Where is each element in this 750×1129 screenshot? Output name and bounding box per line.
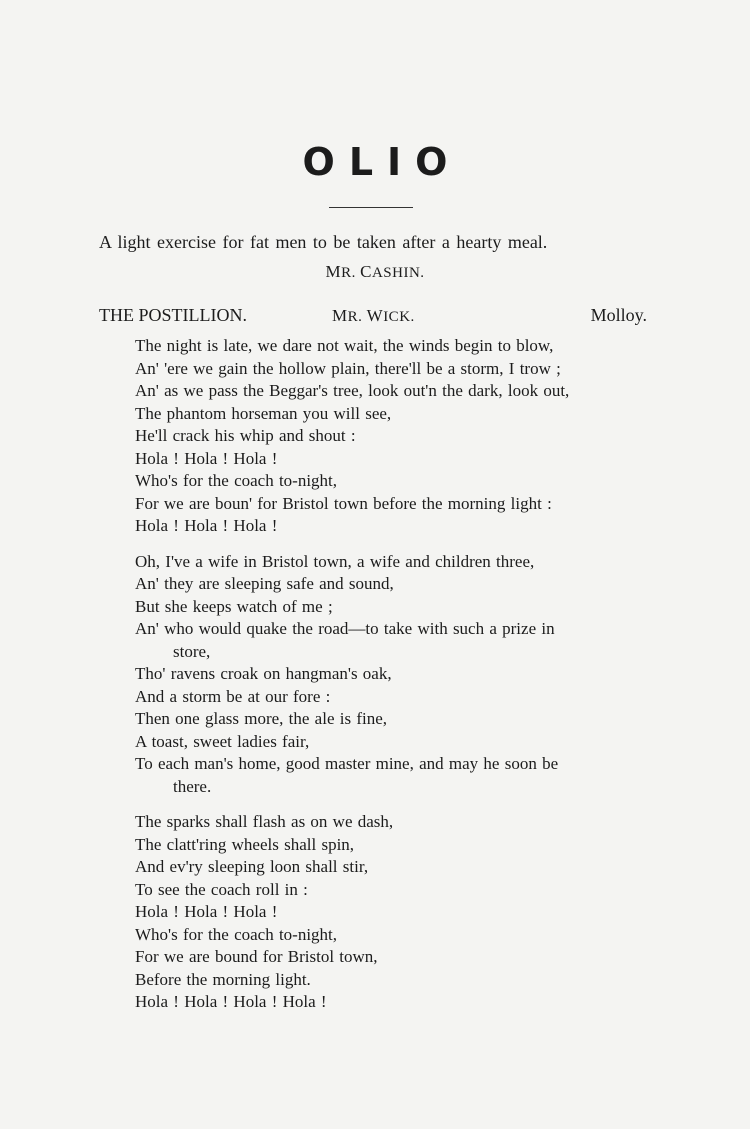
lyric-line-text: An' who would quake the road—to take with such a prize in bbox=[135, 619, 555, 638]
song-lyrics bbox=[135, 335, 647, 1027]
song-composer: Molloy. bbox=[590, 305, 647, 325]
performer-prefix-initial: M bbox=[325, 262, 342, 281]
lyric-line: Who's for the coach to-night, bbox=[135, 471, 338, 490]
lyric-line: A toast, sweet ladies fair, bbox=[135, 731, 310, 751]
song-singer bbox=[332, 306, 415, 326]
singer-name-initial: W bbox=[366, 306, 384, 325]
lyric-line: And ev'ry sleeping loon shall stir, bbox=[135, 857, 369, 876]
song-header bbox=[99, 305, 647, 329]
lyric-line: Hola ! Hola ! Hola ! bbox=[135, 902, 278, 921]
lyric-line: The phantom horseman you will see, bbox=[135, 403, 392, 423]
intro-text: A light exercise for fat men to be taken after a hearty meal. bbox=[99, 232, 548, 252]
lyric-line: Hola ! Hola ! Hola ! bbox=[135, 516, 278, 535]
performer-name-rest: ASHIN. bbox=[371, 265, 425, 281]
lyric-line: He'll crack his whip and shout : bbox=[135, 426, 356, 445]
lyric-line-continuation: there. bbox=[173, 776, 212, 796]
singer-prefix-initial: M bbox=[332, 306, 348, 325]
lyric-line: For we are boun' for Bristol town before the morning light : bbox=[135, 493, 552, 513]
lyric-line: Hola ! Hola ! Hola ! Hola ! bbox=[135, 992, 327, 1011]
lyric-line: The sparks shall flash as on we dash, bbox=[135, 812, 394, 831]
lyric-line: Then one glass more, the ale is fine, bbox=[135, 709, 388, 728]
lyric-stanza bbox=[135, 335, 647, 538]
lyric-line: For we are bound for Bristol town, bbox=[135, 947, 378, 966]
lyric-line: An' 'ere we gain the hollow plain, there'll be a storm, I trow ; bbox=[135, 358, 561, 378]
lyric-stanza bbox=[135, 811, 647, 1014]
title-divider bbox=[329, 207, 413, 208]
lyric-line: An' they are sleeping safe and sound, bbox=[135, 574, 394, 593]
lyric-line: Tho' ravens croak on hangman's oak, bbox=[135, 664, 392, 683]
lyric-line: Hola ! Hola ! Hola ! bbox=[135, 448, 278, 468]
lyric-line: Who's for the coach to-night, bbox=[135, 924, 338, 944]
lyric-line: And a storm be at our fore : bbox=[135, 686, 331, 706]
performer-prefix-rest: R. bbox=[341, 265, 361, 281]
lyric-line: Oh, I've a wife in Bristol town, a wife and children three, bbox=[135, 551, 535, 571]
singer-name-rest: ICK. bbox=[383, 309, 415, 325]
lyric-line-continuation: store, bbox=[173, 641, 211, 661]
lyric-stanza bbox=[135, 551, 647, 799]
lyric-line-text: To each man's home, good master mine, and may he soon be bbox=[135, 754, 559, 773]
lyric-line: To see the coach roll in : bbox=[135, 879, 308, 899]
lyric-line: Before the morning light. bbox=[135, 969, 311, 989]
intro-performer bbox=[0, 262, 750, 282]
song-title: THE POSTILLION. bbox=[99, 305, 247, 325]
performer-name-initial: C bbox=[360, 262, 372, 281]
singer-prefix-rest: R. bbox=[347, 309, 367, 325]
lyric-line bbox=[135, 753, 647, 798]
lyric-line: But she keeps watch of me ; bbox=[135, 596, 333, 616]
lyric-line: An' as we pass the Beggar's tree, look out'n the dark, look out, bbox=[135, 381, 570, 400]
lyric-line: The clatt'ring wheels shall spin, bbox=[135, 834, 355, 854]
page-title: OLIO bbox=[302, 140, 462, 184]
lyric-line bbox=[135, 618, 647, 663]
lyric-line: The night is late, we dare not wait, the winds begin to blow, bbox=[135, 336, 554, 355]
